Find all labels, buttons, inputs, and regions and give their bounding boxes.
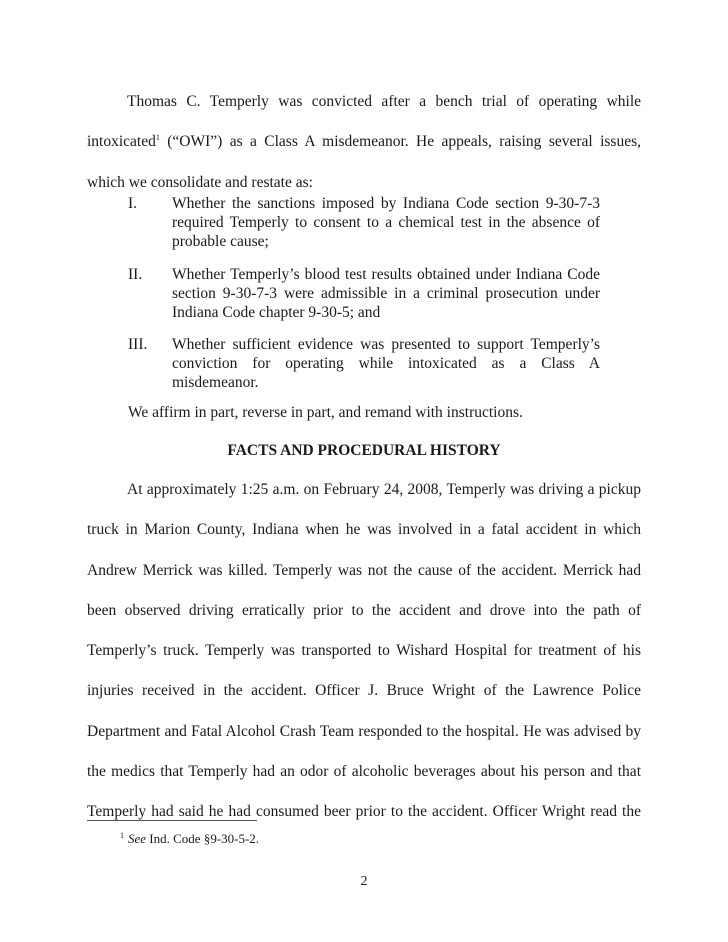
issue-numeral: II. <box>128 266 143 283</box>
issue-numeral: III. <box>128 336 148 353</box>
footnote-signal: See <box>128 831 147 846</box>
disposition-text: We affirm in part, reverse in part, and remand with instructions. <box>128 404 523 421</box>
issue-text: Whether the sanctions imposed by Indiana Code section 9-30-7-3 required Temperly to consent to a chemical test in the absence of probable cause; <box>172 195 600 250</box>
intro-paragraph <box>87 82 641 203</box>
footnote-marker: 1 <box>120 831 124 840</box>
issue-text: Whether sufficient evidence was presented to support Temperly’s conviction for operating while intoxicated as a Class A misdemeanor. <box>172 336 600 391</box>
section-heading: FACTS AND PROCEDURAL HISTORY <box>227 442 501 459</box>
footnote-citation: Ind. Code §9-30-5-2. <box>146 831 260 846</box>
issue-numeral: I. <box>128 195 138 212</box>
intro-text-start: Thomas C. Temperly was convicted after a bench trial of operating while intoxicated <box>87 93 641 151</box>
footnote-divider <box>87 820 257 821</box>
page-number: 2 <box>360 874 368 889</box>
intro-text-end: (“OWI”) as a Class A misdemeanor. He appeals, raising several issues, which we consolidate and restate as: <box>87 133 641 191</box>
footnote <box>120 827 259 848</box>
issue-text: Whether Temperly’s blood test results obtained under Indiana Code section 9-30-7-3 were admissible in a criminal prosecution under Indiana Code chapter 9-30-5; and <box>172 266 600 321</box>
facts-paragraph: At approximately 1:25 a.m. on February 24, 2008, Temperly was driving a pickup truck in Marion County, Indiana when he was involved in a fatal accident in which Andrew Merrick was killed. Temperly was not the cause of the accident. Merrick had been observed driving erratically prior to the accident and drove into the path of Temperly’s truck. Temperly was transported to Wishard Hospital for treatment of his injuries received in the accident. Officer J. Bruce Wright of the Lawrence Police Department and Fatal Alcohol Crash Team responded to the hospital. He was advised by the medics that Temperly had an odor of alcoholic beverages about his person and that Temperly had said he had consumed beer prior to the accident. Officer Wright read the <box>87 481 641 821</box>
footnote-reference[interactable]: 1 <box>155 133 160 143</box>
